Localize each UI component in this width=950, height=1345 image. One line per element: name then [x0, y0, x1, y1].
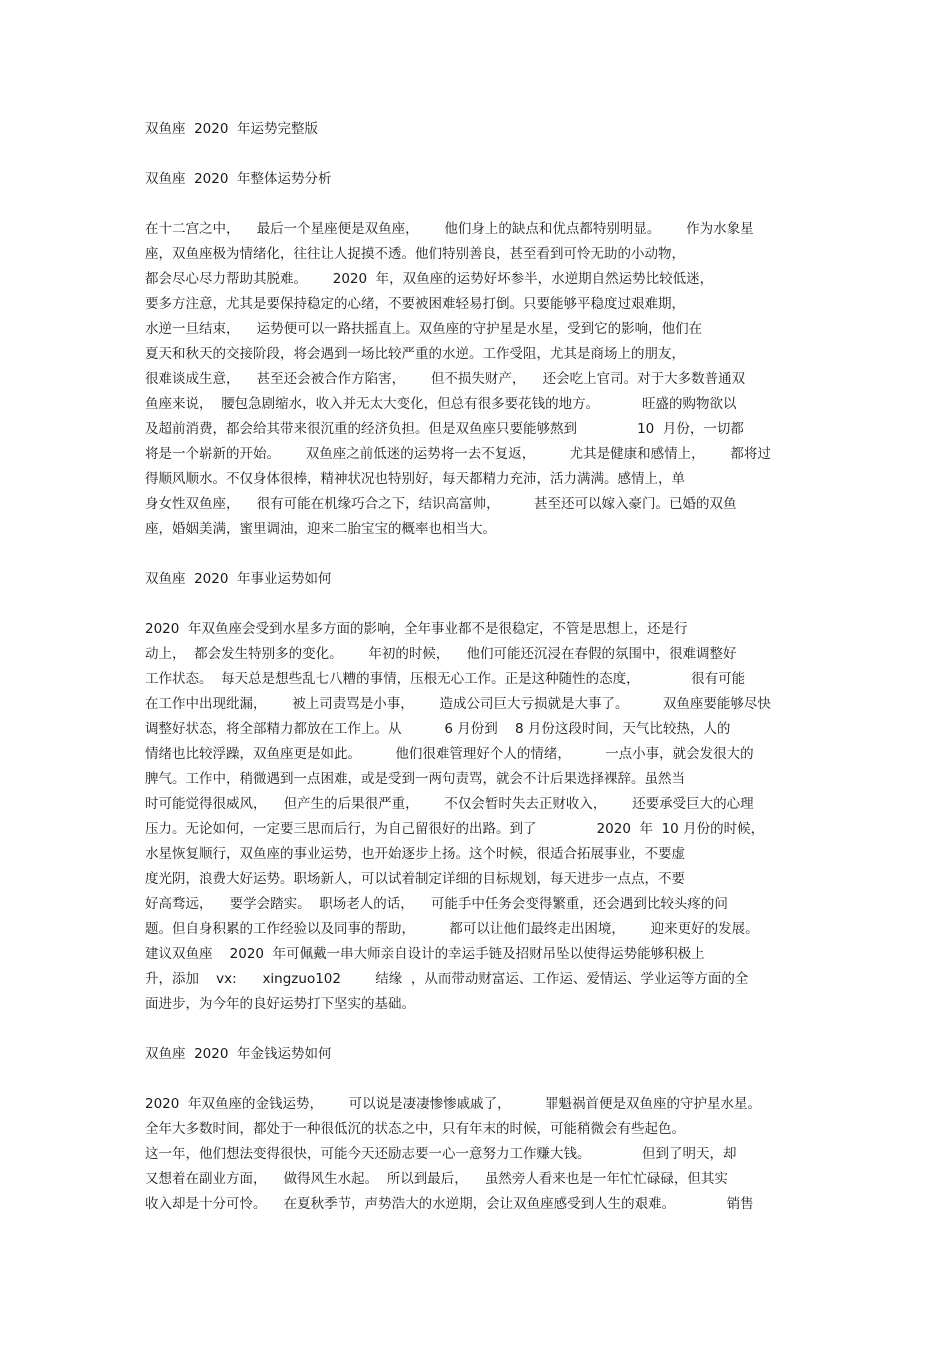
text-line: 及超前消费，都会给其带来很沉重的经济负担。但是双鱼座只要能够熬到 10 月份，一切都 [145, 421, 744, 437]
text-line: 又想着在副业方面， 做得风生水起。 所以到最后， 虽然旁人看来也是一年忙忙碌碌，但其实 [145, 1171, 728, 1187]
text-line: 升，添加 vx: xingzuo102 结缘 ，从而带动财富运、工作运、爱情运、学业运等方面的全 [145, 971, 749, 987]
text-line: 2020 年双鱼座会受到水星多方面的影响，全年事业都不是很稳定，不管是思想上，还是行 [145, 621, 688, 637]
text-line: 鱼座来说， 腰包急剧缩水，收入并无太大变化，但总有很多要花钱的地方。 旺盛的购物欲以 [145, 396, 737, 412]
text-line: 面进步，为今年的良好运势打下坚实的基础。 [145, 996, 415, 1012]
text-line: 夏天和秋天的交接阶段，将会遇到一场比较严重的水逆。工作受阻，尤其是商场上的朋友， [145, 346, 685, 362]
section-heading-money: 双鱼座 2020 年金钱运势如何 [145, 1046, 332, 1062]
text-line: 时可能觉得很威风， 但产生的后果很严重， 不仅会暂时失去正财收入， 还要承受巨大的心理 [145, 796, 754, 812]
text-line: 动上， 都会发生特别多的变化。 年初的时候， 他们可能还沉浸在春假的氛围中，很难调整好 [145, 646, 737, 662]
text-line: 情绪也比较浮躁，双鱼座更是如此。 他们很难管理好个人的情绪， 一点小事，就会发很大的 [145, 746, 754, 762]
text-line: 全年大多数时间，都处于一种很低沉的状态之中，只有年末的时候，可能稍微会有些起色。 [145, 1121, 685, 1137]
text-line: 将是一个崭新的开始。 双鱼座之前低迷的运势将一去不复返， 尤其是健康和感情上， 都将过 [145, 446, 771, 462]
text-line: 题。但自身积累的工作经验以及同事的帮助， 都可以让他们最终走出困境， 迎来更好的发展。 [145, 921, 759, 937]
text-line: 水逆一旦结束， 运势便可以一路扶摇直上。双鱼座的守护星是水星，受到它的影响，他们在 [145, 321, 703, 337]
text-line: 座，双鱼座极为情绪化，往往让人捉摸不透。他们特别善良，甚至看到可怜无助的小动物， [145, 246, 685, 262]
text-line: 建议双鱼座 2020 年可佩戴一串大师亲自设计的幸运手链及招财吊坠以使得运势能够积极上 [145, 946, 705, 962]
text-line: 得顺风顺水。不仅身体很棒，精神状况也特别好，每天都精力充沛，活力满满。感情上，单 [145, 471, 685, 487]
text-line: 都会尽心尽力帮助其脱难。 2020 年，双鱼座的运势好坏参半，水逆期自然运势比较低迷， [145, 271, 714, 287]
text-line: 很难谈成生意， 甚至还会被合作方陷害， 但不损失财产， 还会吃上官司。对于大多数普通双 [145, 371, 746, 387]
text-line: 在十二宫之中， 最后一个星座便是双鱼座， 他们身上的缺点和优点都特别明显。 作为水象星 [145, 221, 754, 237]
text-line: 这一年，他们想法变得很快，可能今天还励志要一心一意努力工作赚大钱。 但到了明天，却 [145, 1146, 737, 1162]
text-line: 工作状态。 每天总是想些乱七八糟的事情，压根无心工作。正是这种随性的态度， 很有可能 [145, 671, 746, 687]
text-line: 压力。无论如何，一定要三思而后行，为自己留很好的出路。到了 2020 年 10 月份的时候， [145, 821, 765, 837]
text-line: 收入却是十分可怜。 在夏秋季节，声势浩大的水逆期，会让双鱼座感受到人生的艰难。 销售 [145, 1196, 754, 1212]
text-line: 座，婚姻美满，蜜里调油，迎来二胎宝宝的概率也相当大。 [145, 521, 496, 537]
text-line: 好高骛远， 要学会踏实。 职场老人的话， 可能手中任务会变得繁重，还会遇到比较头疼的问 [145, 896, 728, 912]
text-line: 身女性双鱼座， 很有可能在机缘巧合之下，结识高富帅， 甚至还可以嫁入豪门。已婚的双鱼 [145, 496, 737, 512]
text-line: 脾气。工作中，稍微遇到一点困难，或是受到一两句责骂，就会不计后果选择裸辞。虽然当 [145, 771, 685, 787]
text-line: 2020 年双鱼座的金钱运势， 可以说是凄凄惨惨戚戚了， 罪魁祸首便是双鱼座的守护星水星。 [145, 1096, 762, 1112]
text-line: 调整好状态，将全部精力都放在工作上。从 6 月份到 8 月份这段时间，天气比较热，人的 [145, 721, 731, 737]
section-heading-career: 双鱼座 2020 年事业运势如何 [145, 571, 332, 587]
text-line: 水星恢复顺行，双鱼座的事业运势，也开始逐步上扬。这个时候，很适合拓展事业，不要虚 [145, 846, 685, 862]
document-title: 双鱼座 2020 年运势完整版 [145, 121, 319, 137]
text-line: 在工作中出现纰漏， 被上司责骂是小事， 造成公司巨大亏损就是大事了。 双鱼座要能够尽快 [145, 696, 771, 712]
text-line: 度光阴，浪费大好运势。职场新人，可以试着制定详细的目标规划，每天进步一点点，不要 [145, 871, 685, 887]
text-line: 要多方注意，尤其是要保持稳定的心绪，不要被困难轻易打倒。只要能够平稳度过艰难期， [145, 296, 685, 312]
section-heading-overall: 双鱼座 2020 年整体运势分析 [145, 171, 332, 187]
